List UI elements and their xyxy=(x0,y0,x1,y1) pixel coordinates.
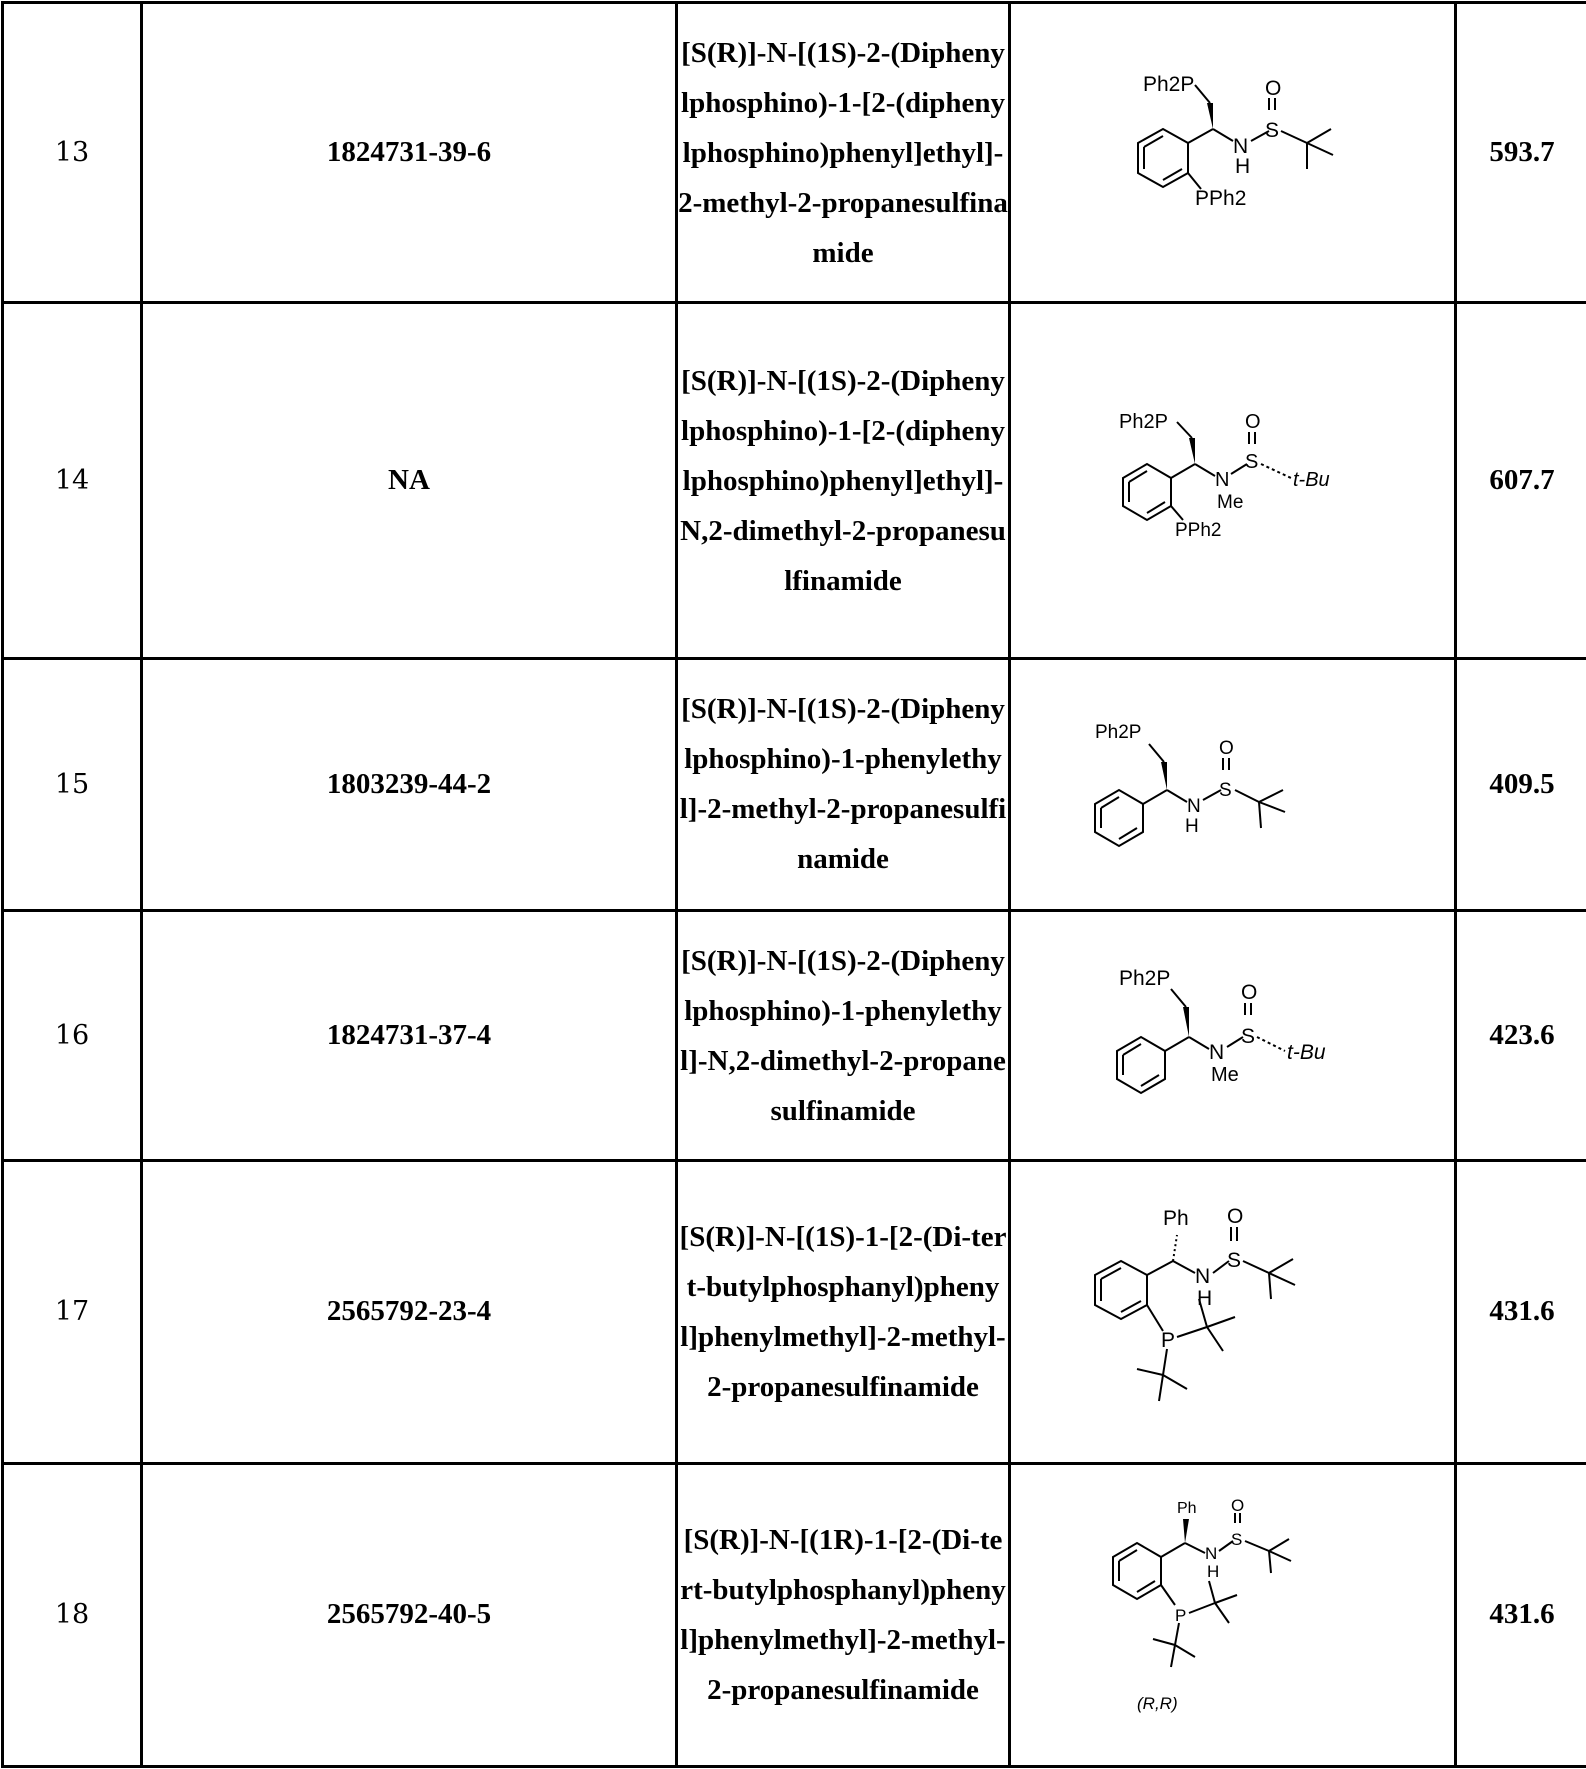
structure-13-image xyxy=(1083,63,1383,243)
nitrogen-label: N xyxy=(1208,1040,1224,1064)
ph2p-label: Ph2P xyxy=(1118,410,1168,433)
nitrogen-label: N xyxy=(1194,1264,1210,1288)
pph2-label: PPh2 xyxy=(1174,519,1221,541)
ph2p-label: Ph2P xyxy=(1094,722,1141,744)
structure-17-image xyxy=(1083,1197,1383,1427)
structure-cell xyxy=(1010,3,1456,303)
oxygen-label: O xyxy=(1230,1495,1244,1515)
entry-number: 15 xyxy=(3,658,142,910)
structure-18-image xyxy=(1083,1495,1383,1735)
hydrogen-label: H xyxy=(1234,154,1250,178)
phenyl-label: Ph xyxy=(1162,1206,1189,1230)
entry-number: 14 xyxy=(3,303,142,658)
tbu-label: t-Bu xyxy=(1292,468,1330,491)
compound-name: [S(R)]-N-[(1S)-2-(Diphenylphosphino)-1-phenylethyl]-2-methyl-2-propanesulfinamide xyxy=(677,658,1010,910)
molecular-weight: 607.7 xyxy=(1456,303,1586,658)
compound-name: [S(R)]-N-[(1R)-1-[2-(Di-tert-butylphosphanyl)phenyl]phenylmethyl]-2-methyl-2-propanesulfinamide xyxy=(677,1463,1010,1766)
molecular-weight: 431.6 xyxy=(1456,1463,1586,1766)
oxygen-label: O xyxy=(1226,1204,1243,1228)
hydrogen-label: H xyxy=(1206,1561,1219,1581)
cas-number: 1824731-37-4 xyxy=(142,911,677,1161)
oxygen-label: O xyxy=(1218,738,1234,760)
structure-cell xyxy=(1010,303,1456,658)
table-row xyxy=(3,3,1586,303)
phosphorus-label: P xyxy=(1160,1328,1175,1352)
oxygen-label: O xyxy=(1244,410,1261,433)
sulfur-label: S xyxy=(1218,780,1232,802)
structure-cell xyxy=(1010,1161,1456,1463)
structure-16-image xyxy=(1083,951,1383,1121)
nitrogen-label: N xyxy=(1232,134,1248,158)
compound-name: [S(R)]-N-[(1S)-1-[2-(Di-tert-butylphosphanyl)phenyl]phenylmethyl]-2-methyl-2-propanesulfinamide xyxy=(677,1161,1010,1463)
table-row xyxy=(3,1463,1586,1766)
structure-cell xyxy=(1010,911,1456,1161)
entry-number: 16 xyxy=(3,911,142,1161)
ph2p-label: Ph2P xyxy=(1142,72,1194,96)
compound-name: [S(R)]-N-[(1S)-2-(Diphenylphosphino)-1-[2-(diphenylphosphino)phenyl]ethyl]-N,2-dimethyl-2-propanesulfinamide xyxy=(677,303,1010,658)
nitrogen-label: N xyxy=(1204,1543,1217,1563)
entry-number: 17 xyxy=(3,1161,142,1463)
cas-number: NA xyxy=(142,303,677,658)
sulfur-label: S xyxy=(1230,1529,1242,1549)
methyl-label: Me xyxy=(1210,1063,1239,1086)
compound-name: [S(R)]-N-[(1S)-2-(Diphenylphosphino)-1-[2-(diphenylphosphino)phenyl]ethyl]-2-methyl-2-propanesulfinamide xyxy=(677,3,1010,303)
molecular-weight: 423.6 xyxy=(1456,911,1586,1161)
sulfur-label: S xyxy=(1264,118,1279,142)
nitrogen-label: N xyxy=(1214,468,1229,491)
structure-cell xyxy=(1010,658,1456,910)
cas-number: 2565792-40-5 xyxy=(142,1463,677,1766)
oxygen-label: O xyxy=(1240,980,1257,1004)
structure-cell xyxy=(1010,1463,1456,1766)
entry-number: 18 xyxy=(3,1463,142,1766)
compound-name: [S(R)]-N-[(1S)-2-(Diphenylphosphino)-1-phenylethyl]-N,2-dimethyl-2-propanesulfinamide xyxy=(677,911,1010,1161)
structure-14-image xyxy=(1083,386,1383,576)
ph2p-label: Ph2P xyxy=(1118,966,1170,990)
molecular-weight: 409.5 xyxy=(1456,658,1586,910)
cas-number: 1803239-44-2 xyxy=(142,658,677,910)
sulfur-label: S xyxy=(1240,1024,1255,1048)
cas-number: 2565792-23-4 xyxy=(142,1161,677,1463)
table-row xyxy=(3,1161,1586,1463)
compound-table xyxy=(1,1,1586,1768)
sulfur-label: S xyxy=(1226,1248,1241,1272)
table-row xyxy=(3,658,1586,910)
tbu-label: t-Bu xyxy=(1286,1040,1326,1064)
pph2-label: PPh2 xyxy=(1194,186,1246,210)
table-row xyxy=(3,303,1586,658)
oxygen-label: O xyxy=(1264,76,1281,100)
hydrogen-label: H xyxy=(1196,1286,1212,1310)
molecular-weight: 431.6 xyxy=(1456,1161,1586,1463)
phenyl-label: Ph xyxy=(1176,1499,1197,1517)
phosphorus-label: P xyxy=(1174,1605,1186,1625)
entry-number: 13 xyxy=(3,3,142,303)
molecular-weight: 593.7 xyxy=(1456,3,1586,303)
methyl-label: Me xyxy=(1216,491,1243,513)
sulfur-label: S xyxy=(1244,450,1258,473)
hydrogen-label: H xyxy=(1184,816,1199,838)
configuration-label: (R,R) xyxy=(1136,1693,1178,1713)
table-row xyxy=(3,911,1586,1161)
svg-text:Ph2P xyxy=(1143,73,1194,96)
cas-number: 1824731-39-6 xyxy=(142,3,677,303)
structure-15-image xyxy=(1083,704,1383,864)
nitrogen-label: N xyxy=(1186,796,1201,818)
